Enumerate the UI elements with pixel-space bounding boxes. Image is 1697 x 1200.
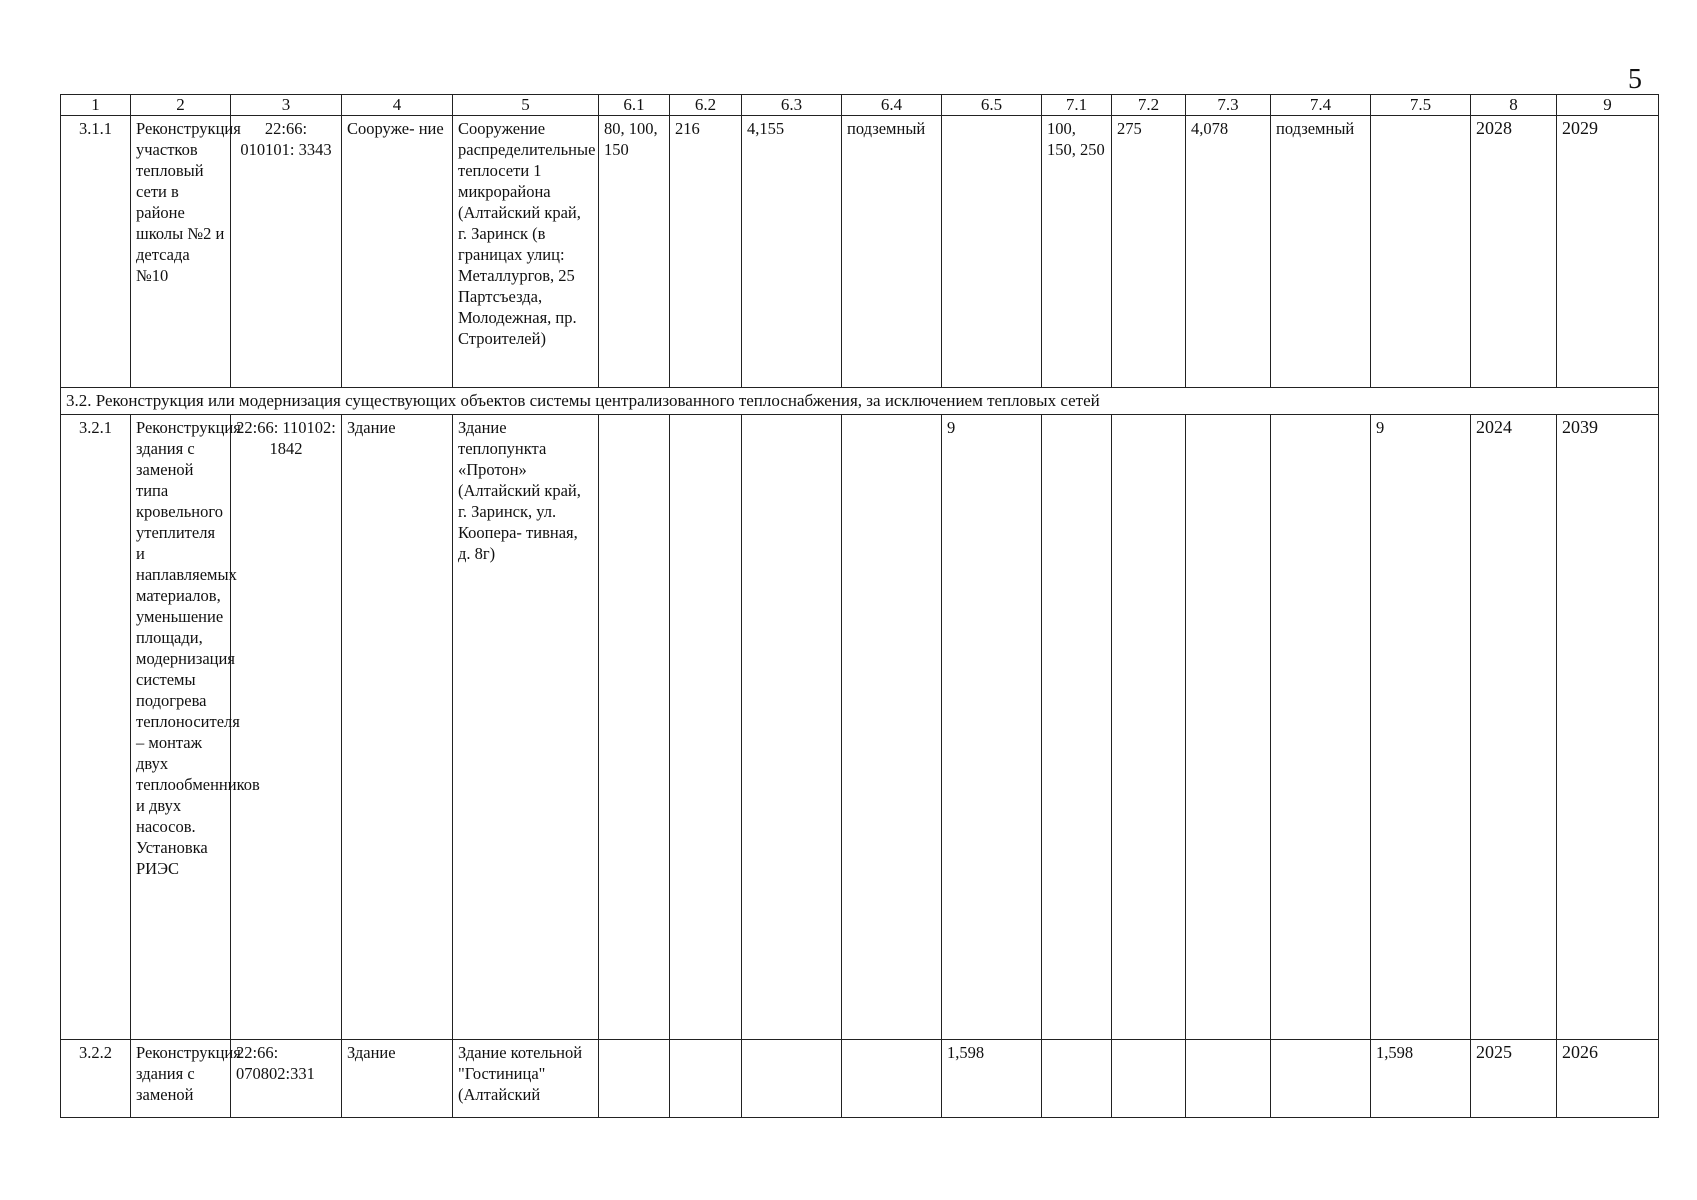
table-row <box>61 116 1659 388</box>
cell-number: 3.2.1 <box>61 414 131 1039</box>
cell-project: Реконструкция участков тепловый сети в районе школы №2 и детсада №10 <box>131 116 231 388</box>
header-cell: 6.5 <box>942 95 1042 116</box>
cell-7-5: 9 <box>1371 414 1471 1039</box>
cell-type: Здание <box>342 1040 453 1118</box>
cell-project: Реконструкция здания с заменой <box>131 1040 231 1118</box>
cell-number: 3.1.1 <box>61 116 131 388</box>
cell-7-3 <box>1186 1040 1271 1118</box>
header-cell: 6.3 <box>742 95 842 116</box>
cell-6-3: 4,155 <box>742 116 842 388</box>
section-title: 3.2. Реконструкция или модернизация существующих объектов системы централизованного теплоснабжения, за исключением тепловых сетей <box>61 388 1659 415</box>
header-cell: 6.2 <box>670 95 742 116</box>
cell-6-4 <box>842 414 942 1039</box>
cell-7-2 <box>1112 1040 1186 1118</box>
header-cell: 4 <box>342 95 453 116</box>
cell-project: Реконструкция здания с заменой типа кровельного утеплителя и наплавляемых материалов, уменьшение площади, модернизация системы подогрева теплоносителя – монтаж двух теплообменников и двух насосов. Установка РИЭС <box>131 414 231 1039</box>
cell-type: Здание <box>342 414 453 1039</box>
cell-6-5: 9 <box>942 414 1042 1039</box>
investment-table <box>60 94 1659 1118</box>
header-cell: 7.4 <box>1271 95 1371 116</box>
cell-6-2 <box>670 414 742 1039</box>
header-cell: 5 <box>453 95 599 116</box>
cell-7-1: 100, 150, 250 <box>1042 116 1112 388</box>
cell-7-5: 1,598 <box>1371 1040 1471 1118</box>
cell-6-2 <box>670 1040 742 1118</box>
header-cell: 6.4 <box>842 95 942 116</box>
cell-year-start: 2025 <box>1471 1040 1557 1118</box>
header-cell: 7.2 <box>1112 95 1186 116</box>
table-row <box>61 414 1659 1039</box>
cell-6-1 <box>599 1040 670 1118</box>
cell-7-2: 275 <box>1112 116 1186 388</box>
cell-6-5: 1,598 <box>942 1040 1042 1118</box>
cell-year-end: 2039 <box>1557 414 1659 1039</box>
header-cell: 7.1 <box>1042 95 1112 116</box>
cell-6-5 <box>942 116 1042 388</box>
cell-type: Сооруже- ние <box>342 116 453 388</box>
cell-7-1 <box>1042 1040 1112 1118</box>
cell-6-2: 216 <box>670 116 742 388</box>
cell-7-4 <box>1271 1040 1371 1118</box>
header-cell: 6.1 <box>599 95 670 116</box>
header-cell: 2 <box>131 95 231 116</box>
cell-7-3: 4,078 <box>1186 116 1271 388</box>
cell-6-4: подземный <box>842 116 942 388</box>
cell-cadastral: 22:66: 070802:331 <box>231 1040 342 1118</box>
cell-6-1: 80, 100, 150 <box>599 116 670 388</box>
cell-6-3 <box>742 1040 842 1118</box>
cell-number: 3.2.2 <box>61 1040 131 1118</box>
table-row <box>61 1040 1659 1118</box>
cell-year-end: 2026 <box>1557 1040 1659 1118</box>
cell-6-4 <box>842 1040 942 1118</box>
header-cell: 3 <box>231 95 342 116</box>
cell-7-3 <box>1186 414 1271 1039</box>
cell-year-end: 2029 <box>1557 116 1659 388</box>
header-cell: 7.3 <box>1186 95 1271 116</box>
header-cell: 8 <box>1471 95 1557 116</box>
page-number: 5 <box>1628 64 1642 95</box>
cell-object: Здание котельной "Гостиница" (Алтайский <box>453 1040 599 1118</box>
cell-object: Сооружение распределительные теплосети 1 микрорайона (Алтайский край, г. Заринск (в границах улиц: Металлургов, 25 Партсъезда, Молодежная, пр. Строителей) <box>453 116 599 388</box>
cell-year-start: 2024 <box>1471 414 1557 1039</box>
cell-7-5 <box>1371 116 1471 388</box>
header-cell: 9 <box>1557 95 1659 116</box>
cell-year-start: 2028 <box>1471 116 1557 388</box>
cell-7-4: подземный <box>1271 116 1371 388</box>
cell-6-1 <box>599 414 670 1039</box>
cell-7-4 <box>1271 414 1371 1039</box>
cell-7-1 <box>1042 414 1112 1039</box>
cell-object: Здание теплопункта «Протон» (Алтайский край, г. Заринск, ул. Коопера- тивная, д. 8г) <box>453 414 599 1039</box>
cell-7-2 <box>1112 414 1186 1039</box>
cell-cadastral: 22:66: 110102: 1842 <box>231 414 342 1039</box>
header-row <box>61 95 1659 116</box>
cell-cadastral: 22:66: 010101: 3343 <box>231 116 342 388</box>
cell-6-3 <box>742 414 842 1039</box>
header-cell: 7.5 <box>1371 95 1471 116</box>
section-row <box>61 388 1659 415</box>
header-cell: 1 <box>61 95 131 116</box>
